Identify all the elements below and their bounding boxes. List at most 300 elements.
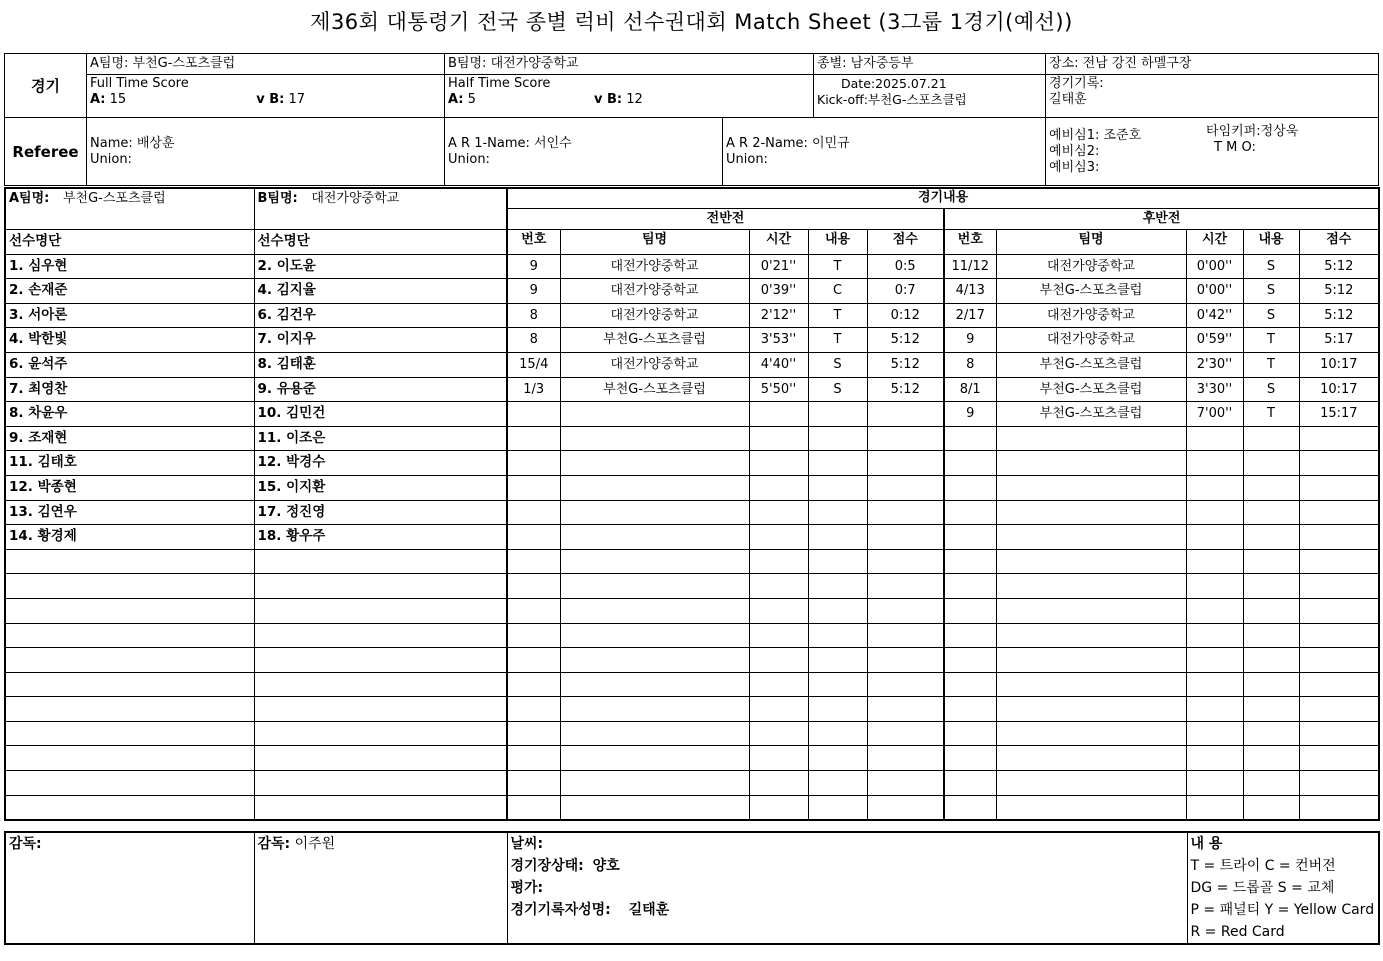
second-half-no <box>944 721 996 746</box>
player-a: 7. 최영찬 <box>5 377 254 402</box>
first-half-team: 대전가양중학교 <box>560 303 749 328</box>
second-half-score <box>1299 746 1379 771</box>
second-half-time: 0'00'' <box>1186 279 1243 304</box>
second-half-team: 부천G-스포츠클럽 <box>996 377 1186 402</box>
first-half-type: T <box>808 303 867 328</box>
player-b: 10. 김민건 <box>254 402 507 427</box>
first-half-type: S <box>808 352 867 377</box>
second-half-time <box>1186 598 1243 623</box>
first-half-type <box>808 697 867 722</box>
roster-b-header: 선수명단 <box>254 230 507 255</box>
first-half-time <box>749 795 808 820</box>
second-half-type <box>1243 721 1299 746</box>
first-half-time <box>749 549 808 574</box>
first-half-team <box>560 648 749 673</box>
second-half-no <box>944 598 996 623</box>
table-row <box>5 721 1379 746</box>
second-half-no: 4/13 <box>944 279 996 304</box>
player-b <box>254 771 507 796</box>
half-time-score: Half Time Score A: 5 v B: 12 <box>448 76 643 107</box>
second-half-no <box>944 672 996 697</box>
first-half-time: 4'40'' <box>749 352 808 377</box>
player-a: 2. 손재준 <box>5 279 254 304</box>
column-header: 점수 <box>1299 230 1379 255</box>
first-half-no <box>507 623 560 648</box>
second-half-type <box>1243 746 1299 771</box>
second-half-score <box>1299 500 1379 525</box>
player-a <box>5 746 254 771</box>
second-half-team <box>996 721 1186 746</box>
table-row <box>5 574 1379 599</box>
first-half-team <box>560 402 749 427</box>
player-b: 4. 김지율 <box>254 279 507 304</box>
second-half-type: T <box>1243 352 1299 377</box>
second-half-type <box>1243 451 1299 476</box>
second-half-type: S <box>1243 377 1299 402</box>
first-half-time <box>749 598 808 623</box>
second-half-time <box>1186 721 1243 746</box>
second-half-time <box>1186 771 1243 796</box>
second-half-team <box>996 574 1186 599</box>
reserve-officials: 예비심1: 조준호 예비심2: 예비심3: 타임키퍼:정상욱 T M O: <box>1046 118 1379 186</box>
first-half-no: 9 <box>507 254 560 279</box>
second-half-score <box>1299 451 1379 476</box>
first-half-time <box>749 500 808 525</box>
second-half-score: 15:17 <box>1299 402 1379 427</box>
first-half-team <box>560 746 749 771</box>
second-half-no <box>944 475 996 500</box>
player-a <box>5 598 254 623</box>
column-header: 시간 <box>749 230 808 255</box>
first-half-score <box>867 426 944 451</box>
first-half-no <box>507 771 560 796</box>
table-row <box>5 500 1379 525</box>
first-half-type: C <box>808 279 867 304</box>
first-half-score <box>867 525 944 550</box>
first-half-time <box>749 648 808 673</box>
second-half-team <box>996 525 1186 550</box>
first-half-team <box>560 525 749 550</box>
second-half-type <box>1243 525 1299 550</box>
first-half-score <box>867 648 944 673</box>
first-half-score <box>867 402 944 427</box>
venue-field: 장소: 전남 강진 하멜구장 <box>1046 54 1378 75</box>
column-header: 내용 <box>1243 230 1299 255</box>
second-half-time <box>1186 623 1243 648</box>
second-half-score: 10:17 <box>1299 352 1379 377</box>
recorder-field: 경기기록: 길태훈 <box>1049 76 1104 107</box>
second-half-no <box>944 795 996 820</box>
column-header: 점수 <box>867 230 944 255</box>
player-a: 3. 서아론 <box>5 303 254 328</box>
first-half-team <box>560 623 749 648</box>
second-half-score <box>1299 525 1379 550</box>
field-condition: 양호 <box>592 858 620 874</box>
first-half-time: 2'12'' <box>749 303 808 328</box>
first-half-time: 0'21'' <box>749 254 808 279</box>
table-row <box>5 254 1379 279</box>
first-half-team <box>560 574 749 599</box>
player-b <box>254 574 507 599</box>
player-b <box>254 672 507 697</box>
player-a <box>5 623 254 648</box>
second-half-type: S <box>1243 279 1299 304</box>
table-row <box>5 426 1379 451</box>
first-half-team <box>560 500 749 525</box>
first-half-no <box>507 500 560 525</box>
first-half-time <box>749 475 808 500</box>
first-half-time <box>749 426 808 451</box>
first-half-time <box>749 525 808 550</box>
ar2-field: A R 2-Name: 이민규 Union: <box>723 118 1046 186</box>
first-half-team <box>560 451 749 476</box>
second-half-time <box>1186 672 1243 697</box>
first-half-no <box>507 451 560 476</box>
first-half-team: 대전가양중학교 <box>560 352 749 377</box>
second-half-team: 대전가양중학교 <box>996 328 1186 353</box>
team-a-field: A팀명: 부천G-스포츠클럽 <box>87 54 444 75</box>
table-row <box>5 303 1379 328</box>
second-half-score <box>1299 721 1379 746</box>
player-a <box>5 648 254 673</box>
second-half-score: 5:12 <box>1299 254 1379 279</box>
second-half-type <box>1243 574 1299 599</box>
first-half-team <box>560 549 749 574</box>
first-half-type: T <box>808 328 867 353</box>
second-half-no <box>944 500 996 525</box>
second-half-team: 대전가양중학교 <box>996 303 1186 328</box>
ht-score-b: 12 <box>626 92 643 107</box>
first-half-team <box>560 697 749 722</box>
column-header: 팀명 <box>560 230 749 255</box>
first-half-no: 9 <box>507 279 560 304</box>
second-half-score <box>1299 475 1379 500</box>
first-half-type <box>808 426 867 451</box>
ar1-field: A R 1-Name: 서인수 Union: <box>445 118 723 186</box>
second-half-time <box>1186 451 1243 476</box>
first-half-no <box>507 648 560 673</box>
second-half-team <box>996 549 1186 574</box>
player-b <box>254 746 507 771</box>
second-half-type <box>1243 795 1299 820</box>
second-half-type <box>1243 500 1299 525</box>
first-half-score <box>867 451 944 476</box>
full-time-score: Full Time Score A: 15 v B: 17 <box>90 76 305 107</box>
second-half-score <box>1299 697 1379 722</box>
second-half-time: 0'59'' <box>1186 328 1243 353</box>
first-half-time <box>749 672 808 697</box>
second-half-score <box>1299 771 1379 796</box>
second-half-team: 부천G-스포츠클럽 <box>996 352 1186 377</box>
recorder-signature: 길태훈 <box>628 902 670 918</box>
first-half-no <box>507 672 560 697</box>
table-row <box>5 549 1379 574</box>
first-half-type <box>808 475 867 500</box>
player-b <box>254 549 507 574</box>
second-half-no: 8 <box>944 352 996 377</box>
second-half-time <box>1186 648 1243 673</box>
player-b: 17. 정진영 <box>254 500 507 525</box>
coach-b-name: 이주원 <box>294 836 336 852</box>
first-half-time <box>749 746 808 771</box>
column-header: 번호 <box>507 230 560 255</box>
player-a <box>5 795 254 820</box>
first-half-type <box>808 500 867 525</box>
first-half-no <box>507 475 560 500</box>
first-half-type <box>808 648 867 673</box>
second-half-type <box>1243 623 1299 648</box>
first-half-score: 5:12 <box>867 377 944 402</box>
second-half-team: 부천G-스포츠클럽 <box>996 402 1186 427</box>
second-half-no <box>944 648 996 673</box>
second-half-score: 5:12 <box>1299 303 1379 328</box>
first-half-team: 대전가양중학교 <box>560 254 749 279</box>
first-half-time <box>749 402 808 427</box>
second-half-type <box>1243 598 1299 623</box>
coach-b-field: 감독: 이주원 <box>254 832 507 944</box>
match-conditions: 날씨: 경기장상태: 양호 평가: 경기기록자성명: 길태훈 <box>507 832 1187 944</box>
table-row <box>5 328 1379 353</box>
table-row <box>5 648 1379 673</box>
player-a <box>5 574 254 599</box>
player-b <box>254 648 507 673</box>
second-half-type: T <box>1243 328 1299 353</box>
player-b <box>254 795 507 820</box>
second-half-no <box>944 623 996 648</box>
second-half-time <box>1186 746 1243 771</box>
first-half-time <box>749 451 808 476</box>
table-row <box>5 451 1379 476</box>
player-a <box>5 721 254 746</box>
player-b: 9. 유용준 <box>254 377 507 402</box>
player-b <box>254 721 507 746</box>
second-half-time <box>1186 549 1243 574</box>
second-half-type: T <box>1243 402 1299 427</box>
first-half-type <box>808 623 867 648</box>
second-half-time <box>1186 795 1243 820</box>
player-a: 12. 박종현 <box>5 475 254 500</box>
second-half-score <box>1299 426 1379 451</box>
first-half-team <box>560 672 749 697</box>
player-b: 6. 김건우 <box>254 303 507 328</box>
first-half-type <box>808 402 867 427</box>
second-half-type: S <box>1243 303 1299 328</box>
second-half-team <box>996 771 1186 796</box>
first-half-score <box>867 500 944 525</box>
second-half-team <box>996 598 1186 623</box>
first-half-type <box>808 746 867 771</box>
second-half-team <box>996 672 1186 697</box>
first-half-type <box>808 672 867 697</box>
second-half-time: 0'00'' <box>1186 254 1243 279</box>
first-half-team <box>560 771 749 796</box>
table-row <box>5 279 1379 304</box>
second-half-type <box>1243 648 1299 673</box>
second-half-team <box>996 475 1186 500</box>
first-half-no <box>507 697 560 722</box>
player-a: 11. 김태호 <box>5 451 254 476</box>
second-half-type <box>1243 426 1299 451</box>
player-b <box>254 598 507 623</box>
first-half-no <box>507 598 560 623</box>
player-b: 12. 박경수 <box>254 451 507 476</box>
second-half-time <box>1186 574 1243 599</box>
first-half-score <box>867 771 944 796</box>
first-half-header: 전반전 <box>507 209 944 230</box>
column-header: 번호 <box>944 230 996 255</box>
player-b: 7. 이지우 <box>254 328 507 353</box>
referee-label: Referee <box>5 118 87 186</box>
second-half-no <box>944 525 996 550</box>
referee-field: Name: 배상훈 Union: <box>87 118 445 186</box>
player-a: 13. 김연우 <box>5 500 254 525</box>
second-half-time: 0'42'' <box>1186 303 1243 328</box>
first-half-score: 0:12 <box>867 303 944 328</box>
ht-score-a: 5 <box>467 92 476 107</box>
first-half-no <box>507 795 560 820</box>
first-half-score: 0:7 <box>867 279 944 304</box>
player-b: 18. 황우주 <box>254 525 507 550</box>
player-b: 11. 이조은 <box>254 426 507 451</box>
first-half-team: 부천G-스포츠클럽 <box>560 328 749 353</box>
player-b <box>254 697 507 722</box>
first-half-score <box>867 697 944 722</box>
table-row <box>5 746 1379 771</box>
ft-score-a: 15 <box>109 92 127 107</box>
first-half-time <box>749 721 808 746</box>
ft-score-b: 17 <box>288 92 305 107</box>
first-half-type <box>808 525 867 550</box>
first-half-time: 3'53'' <box>749 328 808 353</box>
second-half-team <box>996 500 1186 525</box>
table-row <box>5 352 1379 377</box>
first-half-type <box>808 574 867 599</box>
second-half-no: 9 <box>944 328 996 353</box>
second-half-team: 부천G-스포츠클럽 <box>996 279 1186 304</box>
table-row <box>5 623 1379 648</box>
second-half-time: 7'00'' <box>1186 402 1243 427</box>
date-kickoff: Date:2025.07.21 Kick-off:부천G-스포츠클럽 <box>817 76 967 107</box>
first-half-no <box>507 574 560 599</box>
second-half-score <box>1299 549 1379 574</box>
team-b-name: 대전가양중학교 <box>490 56 579 71</box>
player-a: 6. 윤석주 <box>5 352 254 377</box>
first-half-type <box>808 795 867 820</box>
first-half-score <box>867 549 944 574</box>
second-half-type <box>1243 672 1299 697</box>
first-half-score: 0:5 <box>867 254 944 279</box>
team-a-header: A팀명: 부천G-스포츠클럽 <box>5 188 254 230</box>
second-half-no <box>944 574 996 599</box>
match-content-title: 경기내용 <box>507 188 1379 209</box>
second-half-team <box>996 623 1186 648</box>
second-half-time <box>1186 525 1243 550</box>
second-half-score <box>1299 795 1379 820</box>
second-half-time: 2'30'' <box>1186 352 1243 377</box>
second-half-time: 3'30'' <box>1186 377 1243 402</box>
player-b: 2. 이도윤 <box>254 254 507 279</box>
first-half-time: 0'39'' <box>749 279 808 304</box>
second-half-score <box>1299 623 1379 648</box>
first-half-time <box>749 623 808 648</box>
team-b-header: B팀명: 대전가양중학교 <box>254 188 507 230</box>
column-header: 시간 <box>1186 230 1243 255</box>
second-half-score: 10:17 <box>1299 377 1379 402</box>
first-half-type <box>808 451 867 476</box>
player-b <box>254 623 507 648</box>
second-half-team <box>996 451 1186 476</box>
roster-a-header: 선수명단 <box>5 230 254 255</box>
player-a: 8. 차윤우 <box>5 402 254 427</box>
first-half-type <box>808 549 867 574</box>
first-half-no <box>507 525 560 550</box>
second-half-type <box>1243 549 1299 574</box>
first-half-no <box>507 721 560 746</box>
first-half-no: 8 <box>507 328 560 353</box>
first-half-no: 15/4 <box>507 352 560 377</box>
table-row <box>5 771 1379 796</box>
second-half-time <box>1186 426 1243 451</box>
second-half-type <box>1243 697 1299 722</box>
second-half-no <box>944 697 996 722</box>
second-half-team <box>996 426 1186 451</box>
column-header: 팀명 <box>996 230 1186 255</box>
player-a: 9. 조재현 <box>5 426 254 451</box>
first-half-team <box>560 795 749 820</box>
second-half-score <box>1299 648 1379 673</box>
first-half-time: 5'50'' <box>749 377 808 402</box>
first-half-score <box>867 721 944 746</box>
match-label: 경기 <box>5 54 87 118</box>
first-half-no <box>507 426 560 451</box>
second-half-team <box>996 697 1186 722</box>
second-half-type <box>1243 475 1299 500</box>
second-half-header: 후반전 <box>944 209 1379 230</box>
second-half-score: 5:12 <box>1299 279 1379 304</box>
second-half-no <box>944 426 996 451</box>
table-row <box>5 402 1379 427</box>
first-half-no: 1/3 <box>507 377 560 402</box>
player-a: 4. 박한빛 <box>5 328 254 353</box>
player-a: 14. 황경제 <box>5 525 254 550</box>
first-half-time <box>749 574 808 599</box>
first-half-score <box>867 623 944 648</box>
page-title: 제36회 대통령기 전국 종별 럭비 선수권대회 Match Sheet (3그룹 1경기(예선)) <box>310 10 1073 34</box>
match-content-table <box>4 187 1380 821</box>
second-half-score <box>1299 672 1379 697</box>
team-a-name: 부천G-스포츠클럽 <box>132 56 236 71</box>
second-half-type <box>1243 771 1299 796</box>
first-half-no: 8 <box>507 303 560 328</box>
first-half-team: 대전가양중학교 <box>560 279 749 304</box>
second-half-no: 9 <box>944 402 996 427</box>
first-half-type <box>808 721 867 746</box>
second-half-time <box>1186 697 1243 722</box>
first-half-type <box>808 598 867 623</box>
player-a <box>5 697 254 722</box>
table-row <box>5 377 1379 402</box>
second-half-team <box>996 746 1186 771</box>
first-half-team <box>560 598 749 623</box>
column-header: 내용 <box>808 230 867 255</box>
player-a <box>5 549 254 574</box>
first-half-score <box>867 795 944 820</box>
table-row <box>5 598 1379 623</box>
second-half-no <box>944 451 996 476</box>
table-row <box>5 795 1379 820</box>
second-half-no: 11/12 <box>944 254 996 279</box>
first-half-team <box>560 721 749 746</box>
